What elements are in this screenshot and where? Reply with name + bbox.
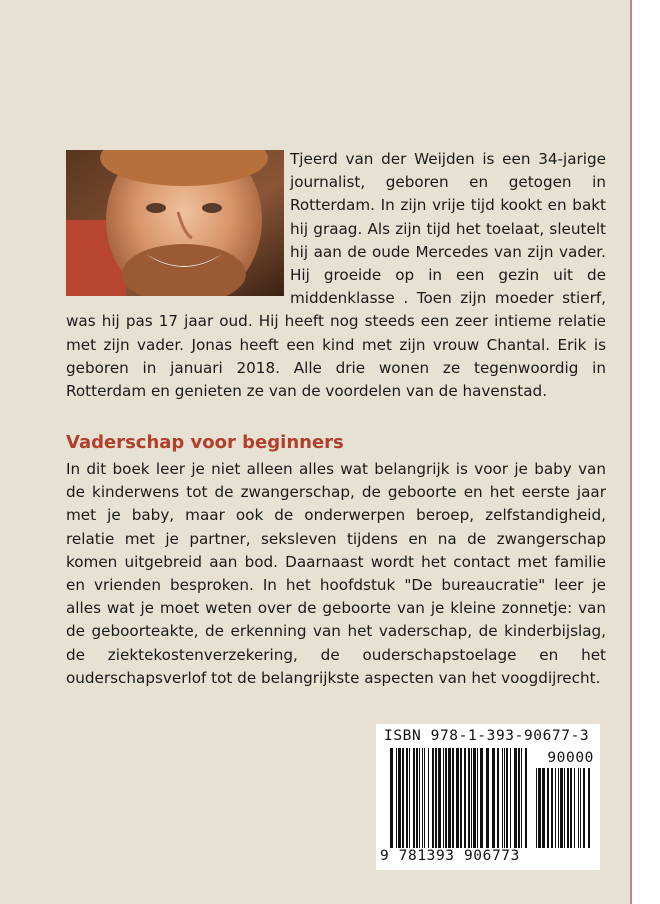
barcode-bar (542, 768, 545, 848)
barcode-bar (502, 748, 503, 848)
barcode-bar (547, 768, 549, 848)
barcode-bar (435, 748, 437, 848)
barcode-bar (588, 768, 590, 848)
barcode-digits: 9 781393 906773 (380, 848, 520, 864)
barcode-bar (398, 748, 401, 848)
barcode-bar (567, 768, 569, 848)
barcode-bar (525, 748, 527, 848)
barcode-bar (536, 768, 537, 848)
barcode-bar (570, 768, 572, 848)
barcode-bar (402, 748, 404, 848)
author-photo (66, 150, 284, 296)
barcode-addon-bars (536, 768, 594, 848)
barcode-bar (583, 768, 585, 848)
barcode-bar (428, 748, 429, 848)
barcode-bar (406, 748, 408, 848)
barcode-bar (555, 768, 556, 848)
barcode-bar (409, 748, 410, 848)
barcode-bar (419, 748, 420, 848)
barcode-bar (456, 748, 459, 848)
barcode-bar (558, 768, 559, 848)
book-description: In dit boek leer je niet alleen alles wat belangrijk is voor je baby van de kinderwens tot de zwangerschap, de geboorte en het eerste jaar met je baby, maar ook de onderwerpen beroep, zelfstandigheid, relatie met je partner, seksleven tijdens en na de zwangerschap komen uitgebreid aan bod. Daarnaast wordt het contact met familie en vrienden besproken. In het hoofdstuk "De bureaucratie" leer je alles wat je moet weten over de geboorte van je kleine zonnetje: van de geboorteakte, de erkenning van het vaderschap, de kinderbijslag, de ziektekostenverzekering, de ouderschapstoelage en het ouderschapsverlof tot de belangrijkste aspecten van het voogdijrecht. (66, 460, 606, 687)
barcode-bar (424, 748, 425, 848)
barcode-bar (492, 748, 495, 848)
book-title: Vaderschap voor beginners (66, 432, 344, 453)
spine-edge (630, 0, 632, 904)
isbn-label: ISBN 978-1-393-90677-3 (384, 728, 590, 744)
barcode-bar (497, 748, 499, 848)
barcode-bar (438, 748, 441, 848)
barcode-bar (538, 768, 541, 848)
barcode-bar (432, 748, 434, 848)
barcode-bar (471, 748, 472, 848)
barcode-bar (443, 748, 444, 848)
barcode-bar (560, 768, 563, 848)
barcode-bar (506, 748, 508, 848)
barcode-bar (422, 748, 423, 848)
barcode-bar (464, 748, 466, 848)
barcode-bar (486, 748, 489, 848)
barcode-bar (480, 748, 483, 848)
barcode-bar (460, 748, 462, 848)
author-bio-text: Tjeerd van der Weijden is een 34-jarige journalist, geboren en getogen in Rotterdam. In zijn vrije tijd kookt en bakt hij graag. Als zijn tijd het toelaat, sleutelt hij aan de oude Mercedes van zijn vader. Hij groeide op in een gezin uit de middenklasse . Toen zijn moeder stierf, was hij pas 17 jaar oud. Hij heeft nog steeds een zeer intieme relatie met zijn vader. Jonas heeft een kind met zijn vrouw Chantal. Erik is geboren in januari 2018. Alle drie wonen ze tegenwoordig in Rotterdam en genieten ze van de voordelen van de havenstad. (66, 150, 606, 401)
barcode-bar (564, 768, 565, 848)
barcode-bar (578, 768, 579, 848)
barcode-bar (445, 748, 447, 848)
barcode-bar (510, 748, 511, 848)
barcode-bar (551, 768, 553, 848)
barcode-bar (504, 748, 505, 848)
barcode-main-bars (390, 748, 530, 848)
price-code: 90000 (547, 750, 594, 766)
barcode-bar (452, 748, 454, 848)
barcode-bar (390, 748, 393, 848)
barcode-bar (477, 748, 478, 848)
barcode-bar (473, 748, 476, 848)
barcode-bar (580, 768, 581, 848)
barcode-bar (574, 768, 575, 848)
barcode-bar (518, 748, 520, 848)
author-photo-image (66, 150, 284, 296)
barcode-bar (468, 748, 470, 848)
isbn-barcode (376, 724, 600, 870)
barcode-bar (396, 748, 397, 848)
barcode-bar (514, 748, 517, 848)
barcode-bar (521, 748, 522, 848)
barcode-bar (448, 748, 451, 848)
barcode-bar (413, 748, 415, 848)
barcode-bar (416, 748, 418, 848)
